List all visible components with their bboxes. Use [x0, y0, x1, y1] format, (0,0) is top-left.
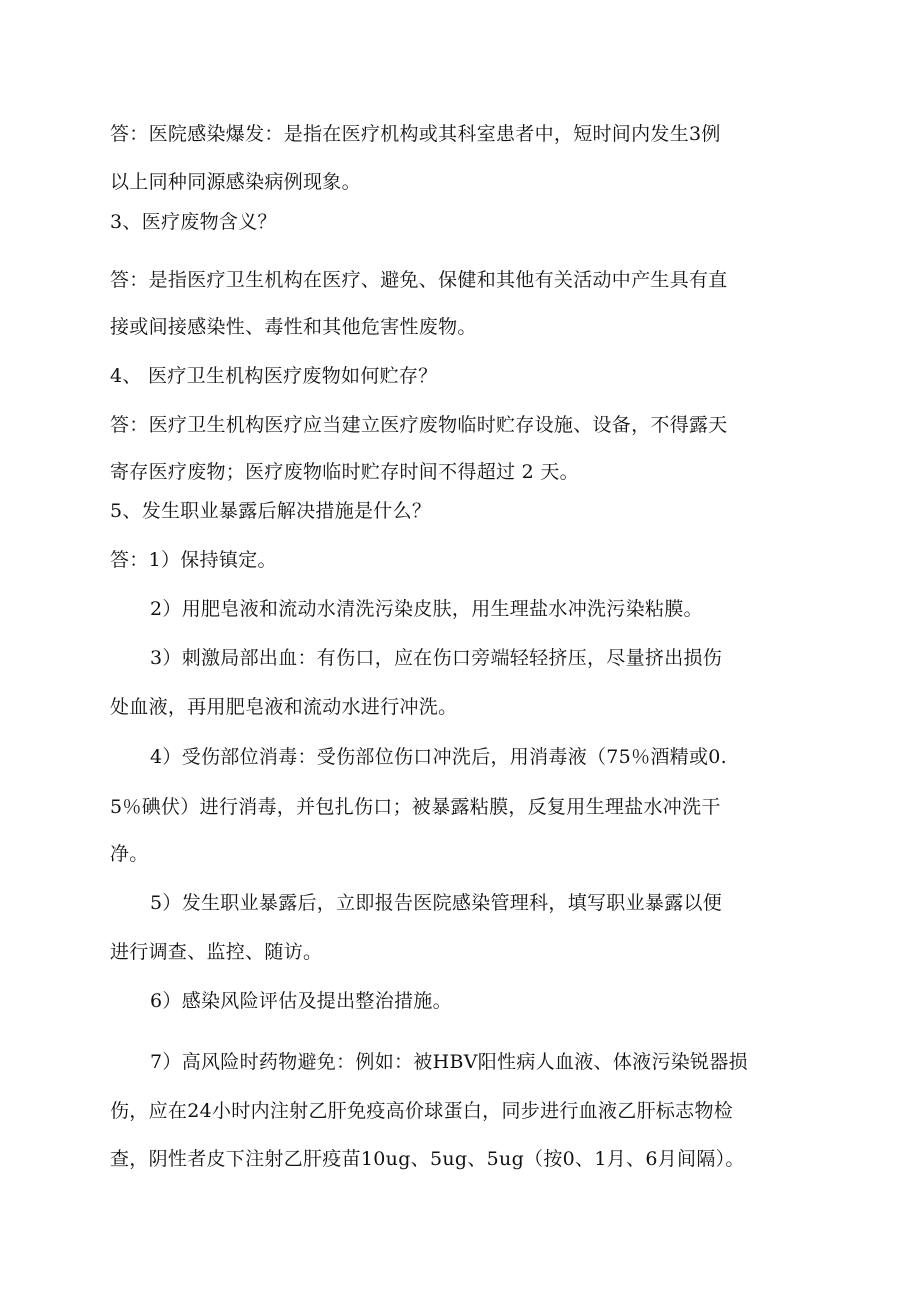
- answer-line-outbreak-1: 答：医院感染爆发：是指在医疗机构或其科室患者中，短时间内发生3例: [110, 123, 721, 145]
- answer-line-waste-1: 答：是指医疗卫生机构在医疗、避免、保健和其他有关活动中产生具有直: [110, 269, 728, 291]
- answer-step-7-line-2: 伤，应在24小时内注射乙肝免疫高价球蛋白，同步进行血液乙肝标志物检: [110, 1100, 734, 1122]
- answer-step-2: 2）用肥皂液和流动水清洗污染皮肤，用生理盐水冲洗污染粘膜。: [150, 598, 703, 620]
- answer-step-4-line-3: 净。: [110, 843, 149, 865]
- question-5-heading: 5、发生职业暴露后解决措施是什么？: [110, 500, 432, 522]
- answer-step-1: 答：1）保持镇定。: [110, 549, 277, 571]
- answer-step-4-line-2: 5％碘伏）进行消毒，并包扎伤口；被暴露粘膜，反复用生理盐水冲洗干: [110, 796, 721, 818]
- answer-step-3-line-2: 处血液，再用肥皂液和流动水进行冲洗。: [110, 696, 458, 718]
- answer-step-7-line-1: 7）高风险时药物避免：例如：被HBV阳性病人血液、体液污染锐器损: [150, 1051, 748, 1073]
- answer-line-waste-2: 接或间接感染性、毒性和其他危害性废物。: [110, 316, 477, 338]
- answer-step-3-line-1: 3）刺激局部出血：有伤口，应在伤口旁端轻轻挤压，尽量挤出损伤: [150, 647, 723, 669]
- answer-line-storage-1: 答：医疗卫生机构医疗应当建立医疗废物临时贮存设施、设备，不得露天: [110, 414, 728, 436]
- answer-step-4-line-1: 4）受伤部位消毒：受伤部位伤口冲洗后，用消毒液（75％酒精或0.: [150, 746, 727, 768]
- question-3-heading: 3、医疗废物含义？: [110, 211, 277, 233]
- answer-step-5-line-2: 进行调查、监控、随访。: [110, 941, 323, 963]
- answer-step-5-line-1: 5）发生职业暴露后，立即报告医院感染管理科，填写职业暴露以便: [150, 892, 723, 914]
- question-4-heading: 4、 医疗卫生机构医疗废物如何贮存？: [110, 365, 438, 387]
- answer-line-storage-2: 寄存医疗废物；医疗废物临时贮存时间不得超过 2 天。: [110, 461, 579, 483]
- answer-line-outbreak-2: 以上同种同源感染病例现象。: [110, 171, 361, 193]
- answer-step-6: 6）感染风险评估及提出整治措施。: [150, 990, 452, 1012]
- answer-step-7-line-3: 查，阴性者皮下注射乙肝疫苗10ug、5ug、5ug（按0、1月、6月间隔）。: [110, 1148, 745, 1170]
